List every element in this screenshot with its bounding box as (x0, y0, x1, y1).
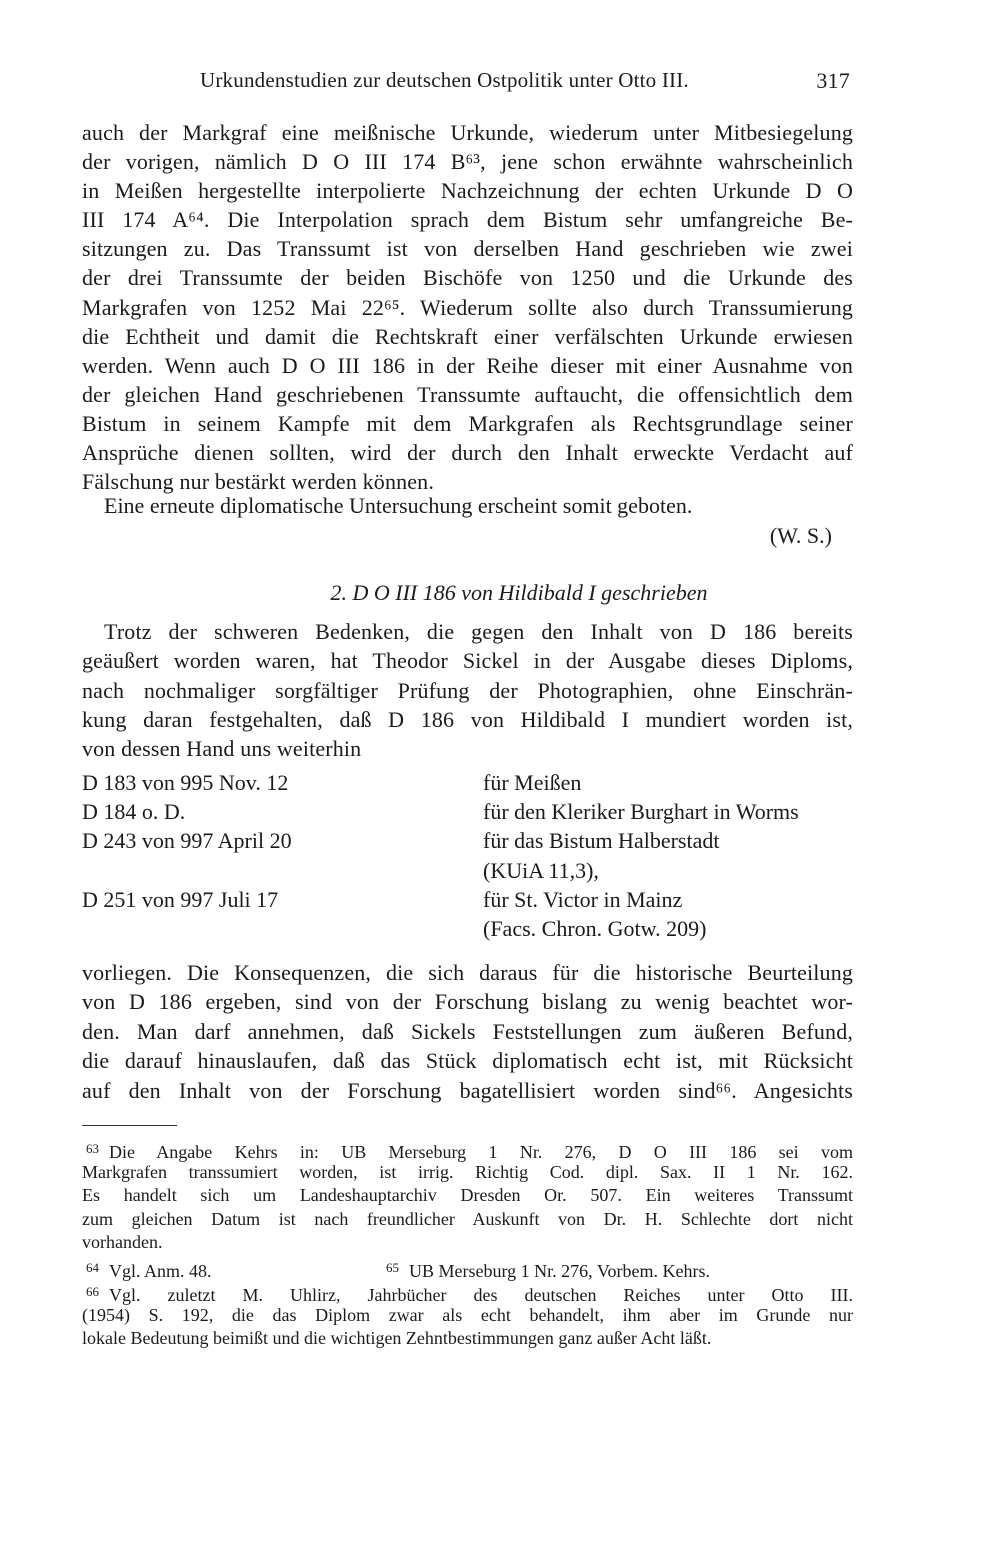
footnote-line: Markgrafen transsumiert worden, ist irrig. Richtig Cod. dipl. Sax. II 1 Nr. 162. (82, 1161, 853, 1182)
text-line: werden. Wenn auch D O III 186 in der Reihe dieser mit einer Ausnahme von (82, 352, 853, 378)
footnote-mark: 64 (86, 1260, 99, 1275)
paragraph-1b: Eine erneute diplomatische Untersuchung erscheint somit geboten. (104, 493, 693, 518)
footnote-line (82, 1280, 853, 1304)
footnote-line: Es handelt sich um Landeshauptarchiv Dresden Or. 507. Ein weiteres Transsumt (82, 1185, 853, 1206)
text-line: geäußert worden waren, hat Theodor Sickel in der Ausgabe dieses Diploms, (82, 648, 853, 674)
footnote-line: vorhanden. (82, 1232, 163, 1253)
text-line: kung daran festgehalten, daß D 186 von Hildibald I mundiert worden ist, (82, 706, 853, 732)
text-line: von dessen Hand uns weiterhin (82, 736, 362, 762)
footnote-text: Die Angabe Kehrs in: UB Merseburg 1 Nr. 276, D O III 186 sei vom (109, 1142, 853, 1162)
text-line: sitzungen zu. Das Transsumt ist von derselben Hand geschrieben wie zwei (82, 236, 853, 262)
text-line: auch der Markgraf eine meißnische Urkunde, wiederum unter Mitbesiegelung (82, 120, 853, 145)
list-desc: (Facs. Chron. Gotw. 209) (483, 915, 707, 941)
list-doc: D 184 o. D. (82, 799, 186, 825)
footnote-text: UB Merseburg 1 Nr. 276, Vorbem. Kehrs. (409, 1261, 710, 1281)
list-item (82, 887, 862, 916)
list-doc: D 243 von 997 April 20 (82, 828, 292, 854)
list-desc: für den Kleriker Burghart in Worms (483, 799, 799, 825)
footnote-line: zum gleichen Datum ist nach freundlicher Auskunft von Dr. H. Schlechte dort nicht (82, 1208, 853, 1229)
footnote-63 (82, 1137, 853, 1255)
author-initials: (W. S.) (769, 523, 832, 548)
list-item (82, 828, 862, 857)
text-line: der gleichen Hand geschriebenen Transsumte auftaucht, die offensichtlich dem (82, 381, 853, 407)
text-line: auf den Inhalt von der Forschung bagatellisiert worden sind⁶⁶. Angesichts (82, 1077, 853, 1103)
list-doc: D 251 von 997 Juli 17 (82, 886, 279, 912)
list-item (82, 770, 862, 799)
text-line: nach nochmaliger sorgfältiger Prüfung der Photographien, ohne Einschrän- (82, 677, 853, 703)
text-line: vorliegen. Die Konsequenzen, die sich daraus für die historische Beurteilung (82, 960, 853, 985)
list-desc: für das Bistum Halberstadt (483, 828, 720, 854)
footnote-mark: 63 (86, 1141, 99, 1156)
list-desc: (KUiA 11,3), (483, 857, 599, 883)
text-line: Bistum in seinem Kampfe mit dem Markgrafen als Rechtsgrundlage seiner (82, 410, 853, 436)
list-desc: für Meißen (483, 770, 582, 795)
text-line: III 174 A⁶⁴. Die Interpolation sprach dem Bistum sehr umfangreiche Be- (82, 207, 853, 233)
footnote-line: (1954) S. 192, die das Diplom zwar als echt behandelt, ihm aber im Grunde nur (82, 1304, 853, 1325)
footnote-line (82, 1256, 853, 1280)
page-number: 317 (816, 68, 850, 93)
list-doc: D 183 von 995 Nov. 12 (82, 770, 289, 795)
text-line: Markgrafen von 1252 Mai 22⁶⁵. Wiederum sollte also durch Transsumierung (82, 294, 853, 320)
paragraph-1 (82, 118, 853, 496)
text-line: der drei Transsumte der beiden Bischöfe von 1250 und die Urkunde des (82, 265, 853, 291)
section-heading: 2. D O III 186 von Hildibald I geschrieben (330, 580, 708, 605)
footnote-mark: 66 (86, 1284, 99, 1299)
running-title: Urkundenstudien zur deutschen Ostpolitik unter Otto III. (200, 68, 689, 92)
text-line: der vorigen, nämlich D O III 174 B⁶³, jene schon erwähnte wahrscheinlich (82, 149, 853, 175)
footnote-text: Vgl. zuletzt M. Uhlirz, Jahrbücher des deutschen Reiches unter Otto III. (109, 1285, 853, 1305)
list-item (82, 916, 862, 945)
text-line: Trotz der schweren Bedenken, die gegen den Inhalt von D 186 bereits (104, 619, 853, 644)
text-line: die Echtheit und damit die Rechtskraft einer verfälschten Urkunde erwiesen (82, 323, 853, 349)
text-line: die darauf hinauslaufen, daß das Stück diplomatisch echt ist, mit Rücksicht (82, 1048, 853, 1074)
text-line: Fälschung nur bestärkt werden können. (82, 469, 434, 495)
paragraph-2 (82, 617, 853, 763)
list-desc: für St. Victor in Mainz (483, 886, 683, 912)
footnote-divider (82, 1125, 177, 1126)
document-list (82, 770, 862, 945)
text-line: den. Man darf annehmen, daß Sickels Feststellungen zum äußeren Befund, (82, 1018, 853, 1044)
footnote-66 (82, 1280, 853, 1351)
footnote-text: Vgl. Anm. 48. (109, 1261, 212, 1281)
list-item (82, 799, 862, 828)
footnote-line: lokale Bedeutung beimißt und die wichtigen Zehntbestimmungen ganz außer Acht läßt. (82, 1328, 712, 1349)
footnote-line (82, 1137, 853, 1161)
text-line: von D 186 ergeben, sind von der Forschung bislang zu wenig beachtet wor- (82, 989, 853, 1015)
list-item (82, 858, 862, 887)
footnotes-64-65 (82, 1256, 853, 1280)
paragraph-3 (82, 958, 853, 1105)
text-line: Ansprüche dienen sollten, wird der durch den Inhalt erweckte Verdacht auf (82, 440, 853, 466)
footnote-mark: 65 (386, 1260, 399, 1275)
page-header (200, 68, 850, 102)
text-line: in Meißen hergestellte interpolierte Nachzeichnung der echten Urkunde D O (82, 178, 853, 204)
